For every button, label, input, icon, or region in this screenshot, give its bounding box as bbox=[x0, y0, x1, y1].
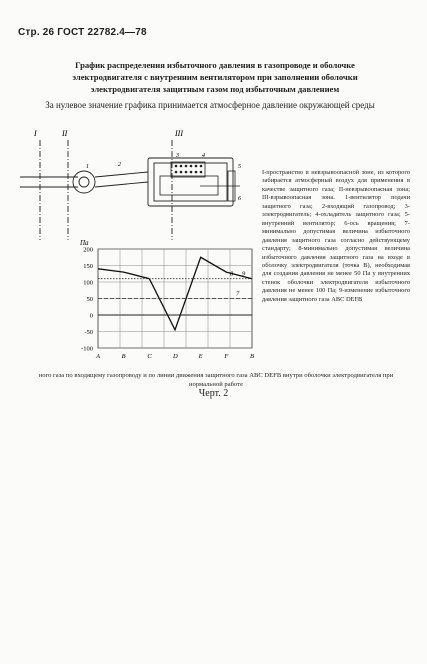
pressure-chart bbox=[79, 239, 254, 360]
fan-outer bbox=[73, 171, 95, 193]
part-5-label: 5 bbox=[238, 164, 241, 170]
part-3-label: 3 bbox=[176, 153, 179, 159]
part-2-label: 2 bbox=[118, 162, 121, 168]
figure-title: График распределения избыточного давления в газопроводе и оболочке электродвигателя с внутренним вентилятором при заполнении оболочки электродвигателя защитным газом под избыточным давлением bbox=[72, 60, 358, 94]
fan-inner bbox=[79, 177, 89, 187]
y-tick-label: 100 bbox=[83, 279, 93, 287]
x-point-label: F bbox=[224, 353, 229, 360]
figure-number: Черт. 2 bbox=[198, 388, 229, 399]
y-tick-label: 0 bbox=[89, 312, 93, 320]
graph-note: За нулевое значение графика принимается атмосферное давление окружающей среды bbox=[45, 100, 375, 110]
y-tick-label: -100 bbox=[81, 345, 93, 353]
gas-pipe-bottom bbox=[95, 182, 148, 187]
y-tick-label: 50 bbox=[86, 296, 93, 303]
series-label-9: 9 bbox=[242, 270, 246, 278]
x-point-label: A bbox=[96, 353, 100, 360]
x-point-label: C bbox=[147, 353, 152, 360]
page-header: Стр. 26 ГОСТ 22782.4—78 bbox=[18, 27, 147, 38]
y-tick-label: 150 bbox=[83, 263, 93, 270]
zone-label-2: II bbox=[62, 129, 68, 138]
cooler-box bbox=[171, 162, 205, 177]
x-point-label: B bbox=[250, 353, 254, 360]
series-line-9 bbox=[98, 257, 252, 330]
y-axis-unit: Па bbox=[80, 239, 89, 247]
figure-caption: ного газа по входящему газопроводу и по линии движения защитного газа ABC DEFB внутри оболочки электродвигателя при нормальной работе bbox=[38, 372, 394, 388]
zone-label-3: III bbox=[175, 129, 183, 138]
part-1-label: 1 bbox=[86, 164, 89, 170]
x-point-label: E bbox=[198, 353, 203, 360]
motor-body bbox=[160, 176, 218, 195]
gas-pipe-top bbox=[95, 172, 148, 177]
x-point-label: D bbox=[173, 353, 178, 360]
y-tick-label: 200 bbox=[83, 246, 93, 254]
part-4-label: 4 bbox=[202, 153, 205, 159]
series-label-7: 7 bbox=[236, 290, 240, 298]
zone-label-1: I bbox=[34, 129, 37, 138]
figure-legend: I-пространство в невзрывоопасной зоне, из которого забирается атмосферный воздух для применения в качестве защитного газа; II-невзрывоопасная зона; III-взрывоопасная зона. 1-вентилятор подачи защитного газа; 2-входящий газопровод; 3-электродвигатель; 4-охладитель защитного газа; 5-внутренний вентилятор; 6-ось вращения; 7-минимально допустимая величина избыточного давления защитного газа согласно действующему стандарту; 8-минимально допустимая величина избыточного давления защитного газа на входе в оболочку электродвигателя (точка В), необходимая для создания давления не менее 50 Па у внутренних стенок оболочки электродвигателя избыточного давления не менее 100 Па; 9-изменение избыточного давления защитного газа ABC DEFB bbox=[262, 169, 410, 303]
y-tick-label: -50 bbox=[84, 329, 93, 336]
part-6-label: 6 bbox=[238, 196, 241, 202]
x-point-label: B bbox=[121, 353, 126, 360]
series-label-8: 8 bbox=[230, 270, 234, 278]
